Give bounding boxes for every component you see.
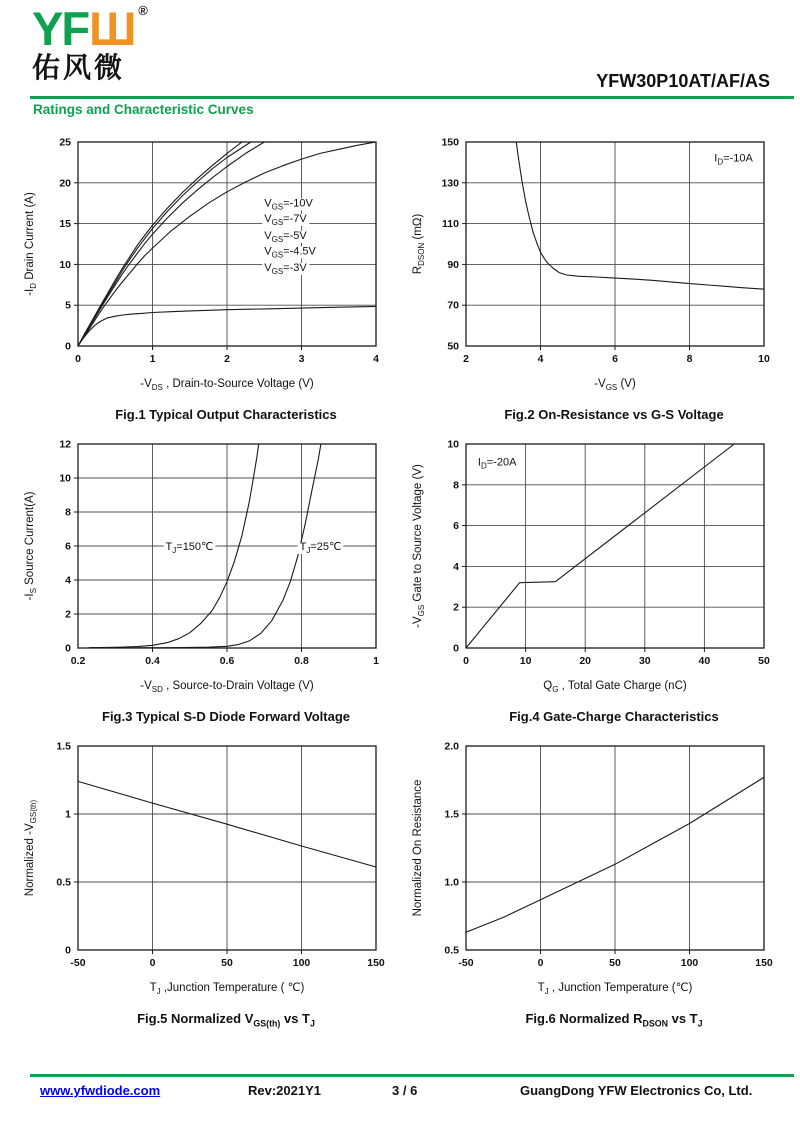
svg-text:-ID Drain Current (A): $-I_D$ Drain Current (A)	[24, 192, 38, 296]
svg-text:0.6: 0.6	[219, 655, 235, 667]
svg-text:2: 2	[224, 353, 230, 365]
svg-text:-IS Source Current(A): $-I_S$ Source Current(A)	[24, 491, 38, 601]
chart-frame	[24, 741, 385, 997]
svg-text:0: 0	[65, 642, 71, 655]
svg-text:10: 10	[59, 472, 71, 485]
figure-3	[20, 432, 392, 724]
svg-text:6: 6	[612, 353, 618, 365]
fig6-normalized-rdson-chart	[408, 734, 780, 1006]
footer-row	[0, 1083, 800, 1107]
svg-text:1: 1	[373, 655, 379, 667]
svg-text:8: 8	[686, 353, 693, 365]
svg-text:110: 110	[442, 218, 459, 231]
svg-text:50: 50	[758, 655, 770, 667]
svg-text:VGS=-3V: $V_{GS}=-3V$	[264, 261, 307, 276]
svg-text:0.4: 0.4	[145, 655, 160, 667]
fig6-caption: Fig.6 Normalized $R_{DSON}$ vs $T_J$	[525, 1011, 703, 1029]
svg-text:2: 2	[453, 601, 459, 614]
svg-text:6: 6	[453, 520, 459, 533]
figure-1	[20, 130, 392, 422]
fig2-caption: Fig.2 On-Resistance vs G-S Voltage	[504, 407, 724, 422]
svg-text:0.5: 0.5	[444, 944, 459, 957]
svg-text:4: 4	[65, 574, 71, 587]
fig3-diode-forward-voltage-chart	[20, 432, 392, 704]
svg-text:1: 1	[65, 808, 71, 821]
svg-text:VGS=-7V: $V_{GS}=-7V$	[264, 212, 307, 227]
svg-text:-50: -50	[70, 957, 86, 969]
svg-text:-VGS Gate to Source Voltage: $-V_{GS}$ Gate to Source Voltage (V)	[412, 464, 426, 628]
svg-text:3: 3	[298, 353, 305, 365]
svg-text:50: 50	[221, 957, 233, 969]
svg-text:100: 100	[292, 957, 311, 969]
svg-text:TJ , Junction Temperature (℃): $T_J$ , Junction Temperature (℃)	[537, 982, 693, 996]
svg-text:1.5: 1.5	[56, 740, 71, 753]
svg-text:Normalized On Resistance: Normalized On Resistance	[412, 779, 424, 917]
svg-text:ID=-20A: $I_D=-20A$	[477, 456, 517, 471]
svg-text:4: 4	[373, 353, 379, 365]
svg-text:0: 0	[463, 655, 469, 667]
svg-text:VGS=-5V: $V_{GS}=-5V$	[264, 230, 307, 245]
header-divider	[30, 96, 794, 99]
page-number: 3 / 6	[392, 1083, 418, 1098]
svg-text:8: 8	[65, 506, 71, 519]
charts-grid	[14, 130, 786, 1029]
svg-text:10: 10	[447, 438, 459, 451]
svg-text:QG , Total Gate Charge (nC): $Q_G$ , Total Gate Charge (nC)	[543, 680, 687, 694]
svg-text:20: 20	[59, 177, 71, 190]
company-name: GuangDong YFW Electronics Co, Ltd.	[520, 1083, 753, 1098]
svg-text:0.2: 0.2	[70, 655, 86, 667]
svg-text:1.5: 1.5	[444, 808, 459, 821]
svg-text:90: 90	[447, 258, 459, 271]
svg-text:TJ=25℃: $T_J=25℃$	[299, 541, 342, 555]
svg-text:4: 4	[453, 560, 459, 573]
fig4-gate-charge-chart	[408, 432, 780, 704]
svg-text:VGS=-10V: $V_{GS}=-10V$	[264, 197, 313, 212]
fig2-on-resistance-chart	[408, 130, 780, 402]
svg-text:-VDS , Drain-to-Source Voltage: $-V_{DS}$ , Drain-to-Source Voltage (V)	[140, 378, 314, 392]
svg-text:ID=-10A: $I_D=-10A$	[714, 152, 753, 167]
revision-label: Rev:2021Y1	[248, 1083, 321, 1098]
svg-text:10: 10	[59, 258, 71, 271]
svg-text:1.0: 1.0	[444, 876, 459, 889]
fig1-output-characteristics-chart	[20, 130, 392, 402]
part-number: YFW30P10AT/AF/AS	[596, 71, 770, 91]
svg-text:50: 50	[609, 957, 621, 969]
fig5-normalized-vgsth-chart	[20, 734, 392, 1006]
fig5-caption: Fig.5 Normalized $V_{GS(th)}$ vs $T_J$	[137, 1011, 315, 1029]
svg-text:150: 150	[755, 957, 773, 969]
svg-text:0: 0	[537, 957, 544, 969]
svg-text:8: 8	[453, 479, 459, 492]
svg-text:12: 12	[59, 438, 71, 451]
logo-sha-glyph: Ш	[89, 2, 137, 55]
logo-chinese-name: 佑风微	[32, 52, 126, 83]
figure-5	[20, 734, 392, 1029]
chart-series	[466, 444, 734, 648]
svg-text:0.5: 0.5	[56, 876, 71, 889]
svg-text:2: 2	[463, 353, 469, 365]
svg-text:RDSON (mΩ): $R_{DSON}$ (mΩ)	[412, 213, 426, 275]
chart-frame	[24, 439, 379, 695]
svg-text:0: 0	[453, 642, 459, 655]
svg-text:TJ=150℃: $T_J=150℃$	[165, 541, 214, 555]
svg-text:5: 5	[65, 299, 71, 312]
website-link[interactable]: www.yfwdiode.com	[40, 1083, 161, 1098]
svg-text:40: 40	[698, 655, 711, 667]
figure-2	[408, 130, 780, 422]
svg-text:2.0: 2.0	[444, 740, 459, 753]
svg-text:-VSD , Source-to-Drain Voltage: $-V_{SD}$ , Source-to-Drain Voltage (V)	[140, 680, 314, 694]
registered-trademark-icon: ®	[138, 3, 148, 18]
svg-text:-VGS (V): $-V_{GS}$ (V)	[594, 378, 636, 392]
svg-text:VGS=-4.5V: $V_{GS}=-4.5V$	[264, 245, 316, 260]
svg-text:Normalized -VGS(th): Normalized $-V_{GS(th)}$	[24, 799, 38, 897]
svg-text:150: 150	[367, 957, 385, 969]
svg-text:10: 10	[758, 353, 770, 365]
logo-wordmark	[32, 2, 148, 55]
svg-text:100: 100	[680, 957, 699, 969]
yfw-logo	[32, 4, 148, 82]
svg-text:0.8: 0.8	[294, 655, 309, 667]
svg-text:6: 6	[65, 540, 71, 553]
fig3-caption: Fig.3 Typical S-D Diode Forward Voltage	[102, 709, 350, 724]
svg-text:4: 4	[537, 353, 544, 365]
svg-text:TJ ,Junction Temperature ( ℃): $T_J$ ,Junction Temperature ( ℃)	[149, 982, 305, 996]
svg-text:25: 25	[59, 136, 71, 149]
svg-text:130: 130	[441, 177, 459, 190]
svg-text:-50: -50	[458, 957, 474, 969]
chart-frame	[412, 439, 770, 695]
chart-frame	[412, 741, 773, 997]
svg-text:30: 30	[638, 655, 651, 667]
svg-text:20: 20	[579, 655, 592, 667]
svg-text:2: 2	[65, 608, 71, 621]
svg-text:15: 15	[59, 218, 71, 231]
fig4-caption: Fig.4 Gate-Charge Characteristics	[509, 709, 719, 724]
footer-divider	[30, 1074, 794, 1077]
svg-text:70: 70	[447, 299, 459, 312]
svg-text:0: 0	[65, 944, 71, 957]
svg-text:150: 150	[441, 136, 459, 149]
svg-text:0: 0	[65, 340, 71, 353]
svg-text:50: 50	[447, 340, 459, 353]
svg-text:0: 0	[149, 957, 156, 969]
chart-frame	[412, 137, 770, 393]
figure-6	[408, 734, 780, 1029]
svg-text:10: 10	[519, 655, 532, 667]
logo-yf-text: YF	[32, 2, 89, 55]
svg-text:1: 1	[149, 353, 156, 365]
svg-text:0: 0	[75, 353, 81, 365]
section-title: Ratings and Characteristic Curves	[33, 102, 254, 117]
figure-4	[408, 432, 780, 724]
fig1-caption: Fig.1 Typical Output Characteristics	[115, 407, 337, 422]
